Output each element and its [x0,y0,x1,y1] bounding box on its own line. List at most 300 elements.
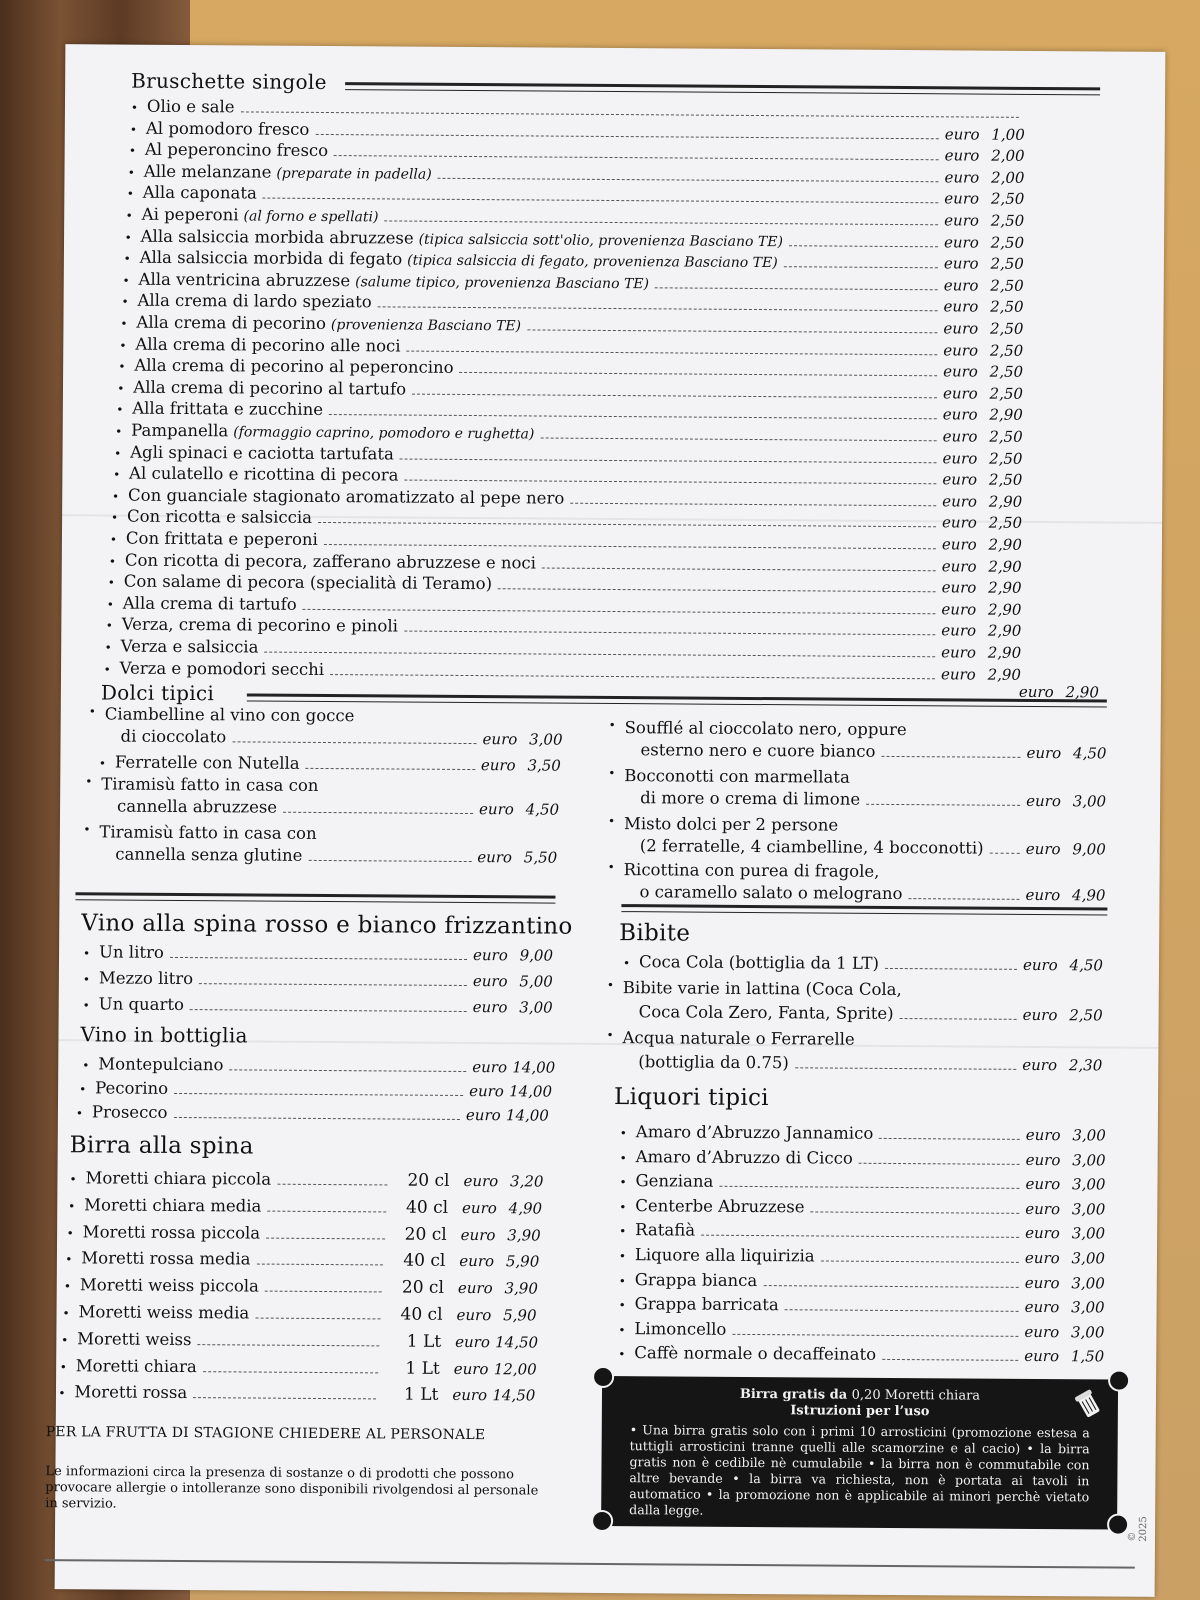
currency-label: euro [1026,743,1062,763]
section-rule [247,693,1107,707]
promo-heading-rest: 0,20 Moretti chiara [851,1387,981,1404]
currency-label: euro [452,1386,488,1405]
bullet-icon: • [61,1332,69,1348]
item-name: Moretti chiara piccola [85,1168,272,1189]
item-price: 2,50 [989,319,1024,338]
leader-dots [378,293,938,312]
item-name: Ferratelle con Nutella [114,752,300,773]
leader-dots [193,1383,376,1399]
bullet-icon: • [115,424,123,439]
bullet-icon: • [607,859,615,875]
bullet-icon: • [622,956,631,971]
bullet-icon: • [82,972,91,987]
item-price: 3,00 [1070,1323,1105,1342]
item-price: 2,50 [989,362,1024,382]
item-price: 2,50 [990,211,1025,230]
bullet-icon: • [114,446,122,461]
leader-dots [655,273,938,290]
promo-box [601,1376,1118,1530]
currency-label: euro [1018,683,1054,702]
dolce-line-1: Ricottina con purea di fragole, [623,860,880,881]
item-price: 2,50 [1069,1006,1103,1025]
item-name: Alla crema di pecorino al peperoncino [134,355,454,378]
currency-label: euro [1022,1055,1058,1075]
item-price: 3,00 [1072,792,1107,811]
item-price: 2,50 [990,190,1025,209]
item-note: (preparate in padella) [276,165,432,183]
menu-item [99,844,557,867]
leader-dots [277,1170,388,1186]
menu-item [67,1222,541,1245]
bullet-icon: • [63,1279,72,1294]
leader-dots [199,969,467,986]
item-price: 5,90 [503,1306,537,1325]
bullet-icon: • [83,946,91,961]
bibite-title: Bibite [619,920,691,947]
currency-label: euro [943,232,979,252]
menu-item [65,1249,539,1272]
item-quantity: 40 cl [403,1250,446,1272]
bullet-icon: • [110,510,119,525]
item-price: 2,90 [987,622,1022,641]
item-quantity: 40 cl [400,1304,443,1325]
currency-label: euro [479,800,514,819]
leader-dots [405,466,937,485]
leader-dots [318,508,936,527]
item-name: Moretti chiara media [84,1195,262,1216]
menu-item [619,1270,1105,1293]
bullet-icon: • [619,1150,627,1165]
item-price: 3,00 [1071,1273,1105,1293]
currency-label: euro [942,405,978,424]
bullet-icon: • [618,1298,626,1313]
item-name: Alle melanzane [143,161,272,182]
item-name: Ai peperoni [141,204,239,225]
item-note: (provenienza Basciano TE) [330,317,522,335]
currency-label: euro [942,492,978,511]
currency-label: euro [1025,1224,1060,1243]
item-name: Alla crema di lardo speziato [137,291,372,312]
currency-label: euro [944,211,980,230]
promo-subheading: Istruzioni per l’uso [790,1403,930,1420]
leader-dots [203,1357,378,1373]
currency-label: euro [941,578,977,597]
currency-label: euro [472,972,508,991]
item-name: Amaro d’Abruzzo Jannamico [635,1122,874,1143]
menu-item [619,1294,1105,1317]
menu-item [623,1002,1103,1025]
leader-dots [170,943,467,960]
item-quantity: 20 cl [407,1170,450,1191]
menu-item [624,788,1106,811]
frutta-notice: PER LA FRUTTA DI STAGIONE CHIEDERE AL PERSONALE [45,1424,486,1444]
leader-dots [882,1345,1018,1361]
currency-label: euro [941,643,976,662]
leader-dots [879,1124,1020,1140]
item-price: 3,00 [1071,1298,1105,1317]
item-price: 2,90 [988,492,1023,511]
promo-heading-bold: Birra gratis da [739,1386,848,1403]
currency-label: euro [942,384,978,403]
menu-item [83,994,553,1017]
item-name: Limoncello [634,1318,727,1339]
item-price: 1,00 [991,125,1025,144]
item-name: Coca Cola Zero, Fanta, Sprite) [638,1002,894,1023]
leader-dots [173,1103,460,1120]
item-price: 2,50 [989,384,1024,403]
currency-label: euro [943,319,979,338]
bullet-icon: • [619,1199,627,1214]
bullet-icon: • [62,1306,70,1321]
leader-dots [438,164,939,182]
leader-dots [306,754,475,770]
currency-label: euro [942,427,978,446]
item-price: 2,50 [989,427,1023,446]
menu-item [58,1382,536,1406]
item-name: Moretti weiss media [78,1302,250,1323]
bullet-icon: • [69,1172,77,1187]
currency-label: euro [1026,791,1061,811]
bullet-icon: • [608,717,616,733]
leader-dots [303,595,936,614]
bullet-icon: • [129,122,138,137]
item-price: 14,50 [492,1386,536,1405]
currency-label: euro [455,1332,490,1351]
currency-label: euro [1025,1125,1061,1145]
rivet-icon [1107,1513,1129,1535]
item-name: Alla crema di tartufo [122,593,297,614]
item-name: Liquore alla liquirizia [634,1245,815,1266]
item-price: 2,90 [988,535,1022,554]
item-price: 2,50 [990,276,1024,295]
item-name: o caramello salato o melograno [639,882,903,904]
bullet-icon: • [111,489,120,504]
item-price: 3,00 [519,998,553,1017]
currency-label: euro [943,254,979,273]
leader-dots [527,315,938,333]
item-name: di more o crema di limone [640,788,861,809]
item-price: 2,50 [988,470,1023,490]
bullet-icon: • [607,813,616,829]
currency-label: euro [942,448,978,468]
item-quantity: 1 Lt [403,1384,439,1406]
currency-label: euro [1025,1175,1061,1194]
currency-label: euro [482,730,518,749]
bullet-icon: • [122,273,130,288]
leader-dots [400,444,937,463]
leader-dots [384,206,938,225]
section-rule [621,904,1107,915]
item-price: 5,50 [523,848,558,867]
leader-dots [404,617,935,636]
leader-dots [283,798,473,814]
bullet-icon: • [107,575,115,590]
item-price: 5,90 [505,1252,540,1271]
beer-glass-icon [1072,1389,1106,1417]
allergeni-line-2: provocare allergie o intolleranze sono disponibili rivolgendosi al personale [45,1480,539,1499]
bullet-icon: • [618,1273,626,1288]
leader-dots [308,846,471,862]
leader-dots [190,995,467,1012]
currency-label: euro [1025,1150,1061,1169]
bullet-icon: • [119,338,127,353]
leader-dots [784,252,938,268]
menu-item [624,740,1106,763]
section-rule [345,82,1100,95]
currency-label: euro [943,340,979,360]
menu-item [59,1355,537,1379]
bullet-icon: • [618,1347,626,1362]
liquori-title: Liquori tipici [613,1084,769,1112]
currency-label: euro [944,189,980,208]
item-note: (tipica salsiccia sott'olio, provenienza Basciano TE) [418,231,784,250]
menu-item [69,1168,543,1191]
leader-dots [265,1277,382,1293]
currency-label: euro [943,362,978,381]
bullet-icon: • [109,532,118,547]
leader-dots [498,574,936,592]
item-price: 2,90 [989,406,1023,425]
item-price: 2,50 [990,233,1025,252]
item-note: (tipica salsiccia di fegato, provenienza Basciano TE) [407,252,778,272]
leader-dots [570,489,936,507]
item-name: Verza e salsiccia [120,636,259,657]
bullet-icon: • [124,230,132,245]
dolce-line-1: Tiramisù fatto in casa con [99,822,317,843]
item-name: Genziana [635,1171,714,1191]
item-name: Moretti rossa [74,1382,188,1403]
item-price: 3,00 [1071,1249,1106,1268]
item-name: Amaro d’Abruzzo di Cicco [635,1146,853,1168]
item-name: Alla salsiccia morbida di fegato [139,247,403,269]
item-price: 1,50 [1070,1347,1105,1366]
currency-label: euro [943,276,979,295]
item-name: (2 ferratelle, 4 ciambelline, 4 bocconotti) [639,836,984,858]
item-name: Grappa barricata [634,1294,779,1315]
item-price: 2,90 [987,665,1022,684]
item-name: Con frittata e peperoni [125,528,318,549]
leader-dots [256,1250,383,1266]
item-price: 2,90 [987,600,1022,619]
item-price: 4,50 [1069,956,1104,975]
currency-label: euro [465,1106,501,1125]
bullet-icon: • [606,977,614,993]
item-quantity: 40 cl [406,1197,449,1218]
item-name: Caffè normale o decaffeinato [634,1343,877,1365]
leader-dots [460,358,938,376]
leader-dots [324,530,936,549]
menu-item [619,1171,1105,1194]
bullet-icon: • [103,662,111,677]
bullet-icon: • [606,1027,614,1043]
currency-label: euro [477,848,513,867]
item-name: Moretti chiara [75,1355,197,1376]
bullet-icon: • [619,1224,627,1239]
leader-dots [198,1330,380,1346]
item-name: (bottiglia da 0.75) [638,1052,789,1073]
bullet-icon: • [82,998,90,1013]
item-price: 9,00 [519,946,554,965]
item-name: Verza, crema di pecorino e pinoli [121,614,399,636]
item-name: Un quarto [98,994,185,1015]
leader-dots [881,742,1020,758]
item-price: 2,00 [991,146,1025,166]
currency-label: euro [462,1198,497,1218]
bullet-icon: • [104,640,112,655]
item-price: 5,00 [519,972,553,991]
item-price: 3,00 [529,730,563,749]
bullet-icon: • [105,618,113,633]
item-price: 9,00 [1072,840,1106,859]
item-price: 2,90 [1065,683,1099,702]
leader-dots [866,790,1020,806]
item-name: Alla crema di pecorino alle noci [135,334,401,356]
currency-label: euro [944,124,980,144]
copyright: © 2025 [1126,1516,1150,1542]
item-note: (salume tipico, provenienza Basciano TE) [355,274,650,293]
item-quantity: 1 Lt [406,1331,442,1352]
item-name: Verza e pomodori secchi [119,658,325,679]
bottom-rule [45,1559,1135,1569]
dolce-line-1: Bocconotti con marmellata [624,766,850,787]
bullet-icon: • [116,402,124,417]
leader-dots [232,727,476,744]
currency-label: euro [1025,1199,1061,1218]
item-price: 3,90 [504,1279,538,1298]
menu-item [82,1054,556,1077]
item-price: 3,20 [510,1172,544,1191]
item-name: Prosecco [91,1102,168,1122]
item-price: 14,00 [512,1058,556,1077]
item-name: Pampanella [131,420,229,441]
leader-dots [264,638,935,658]
bullet-icon: • [618,1322,626,1337]
leader-dots [229,1055,466,1072]
currency-label: euro [942,470,978,489]
item-price: 14,50 [495,1333,539,1352]
leader-dots [407,336,938,355]
item-price: 4,90 [1072,886,1106,905]
bullet-icon: • [85,774,93,789]
item-price: 2,50 [990,254,1024,274]
currency-label: euro [941,556,977,576]
currency-label: euro [943,297,979,316]
bullet-icon: • [619,1175,627,1190]
section-rule [75,892,555,903]
item-price: 2,90 [988,557,1022,576]
item-price: 3,00 [1072,1150,1106,1170]
currency-label: euro [472,946,508,965]
bullet-icon: • [88,704,96,719]
bullet-icon: • [106,597,114,612]
bullet-icon: • [619,1126,627,1141]
item-note: (formaggio caprino, pomodoro e rughetta) [233,424,535,443]
leader-dots [334,141,939,160]
leader-dots [785,1295,1019,1312]
item-price: 3,00 [1071,1200,1106,1219]
rivet-icon [591,1510,613,1532]
item-name: Al pomodoro fresco [145,118,310,139]
leader-dots [540,424,936,442]
currency-label: euro [1024,1248,1060,1268]
item-name: Alla ventricina abruzzese [138,269,351,290]
leader-dots [701,1221,1019,1238]
menu-item [619,1196,1105,1219]
item-name: Moretti weiss [77,1329,192,1349]
item-name: Olio e sale [146,96,235,117]
bullet-icon: • [118,359,126,374]
item-price: 3,00 [1072,1126,1106,1145]
currency-label: euro [1024,1298,1060,1317]
leader-dots [900,1004,1017,1020]
currency-label: euro [453,1359,489,1378]
item-price: 4,50 [525,800,560,819]
currency-label: euro [941,621,977,640]
bullet-icon: • [79,1082,87,1097]
menu-item [623,952,1103,975]
menu-item [83,942,553,965]
leader-dots [266,1223,385,1239]
allergeni-line-1: Le informazioni circa la presenza di sostanze o di prodotti che possono [45,1464,515,1483]
menu-item [61,1329,539,1352]
leader-dots [885,954,1017,970]
menu-item [64,1275,538,1298]
item-price: 3,00 [1071,1224,1106,1243]
bullet-icon: • [125,208,133,223]
menu-item [101,796,559,819]
item-name: Alla salsiccia morbida abruzzese [140,226,414,248]
bullet-icon: • [120,316,128,331]
currency-label: euro [460,1225,496,1244]
currency-label: euro [1022,955,1058,975]
bullet-icon: • [98,756,107,771]
currency-label: euro [459,1252,495,1271]
dolce-line-1: Tiramisù fatto in casa con [101,774,319,795]
menu-item [105,726,563,749]
item-price: 3,90 [507,1225,541,1245]
currency-label: euro [472,998,508,1017]
item-quantity: 20 cl [401,1277,444,1299]
bullet-icon: • [59,1359,67,1374]
item-price: 2,90 [987,643,1022,662]
item-name: cannella senza glutine [115,844,303,865]
currency-label: euro [457,1279,493,1298]
bullet-icon: • [123,251,131,266]
item-name: Mezzo litro [98,968,194,989]
item-name: Un litro [99,942,164,962]
item-quantity: 20 cl [404,1224,447,1245]
currency-label: euro [940,664,976,684]
item-name: Con salame di pecora (specialità di Teramo) [123,571,493,594]
item-name: Centerbe Abruzzese [635,1195,805,1217]
vino-spina-title: Vino alla spina rosso e bianco frizzantino [81,910,573,940]
item-price: 2,30 [1068,1056,1103,1075]
leader-dots [255,1304,380,1320]
currency-label: euro [942,513,977,532]
currency-label: euro [1022,1005,1058,1025]
leader-dots [330,660,935,679]
item-price: 4,50 [1073,744,1107,763]
bullet-icon: • [608,765,616,781]
leader-dots [174,1079,463,1096]
leader-dots [811,1197,1020,1213]
bullet-icon: • [68,1199,76,1214]
bullet-icon: • [127,165,135,180]
menu-item [619,1245,1105,1268]
bullet-icon: • [108,554,117,569]
dolce-line-1: Ciambelline al vino con gocce [104,704,355,726]
item-name: Con guanciale stagionato aromatizzato al pepe nero [127,485,565,508]
